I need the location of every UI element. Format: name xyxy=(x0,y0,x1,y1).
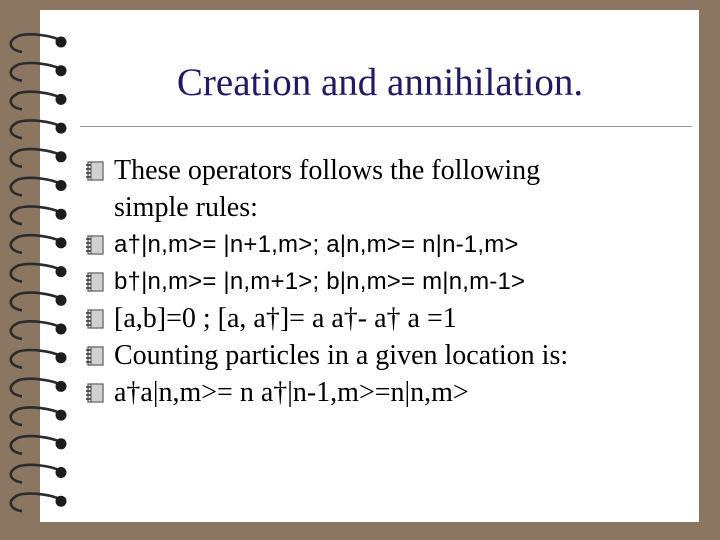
bullet-text: b†|n,m>= |n,m+1>; b|n,m>= m|n,m-1> xyxy=(114,268,526,295)
spiral-ring xyxy=(11,293,60,311)
binding-hole xyxy=(56,266,67,277)
spiral-ring xyxy=(11,34,60,52)
notebook-icon xyxy=(84,308,106,330)
binding-hole xyxy=(56,352,67,363)
spiral-ring xyxy=(11,465,60,483)
notebook-icon xyxy=(84,382,106,404)
notebook-icon xyxy=(84,234,106,256)
spiral-ring xyxy=(11,120,60,138)
spiral-ring xyxy=(11,149,60,167)
binding-hole xyxy=(56,237,67,248)
spiral-ring xyxy=(11,379,60,397)
spiral-ring xyxy=(11,178,60,196)
binding-hole xyxy=(56,381,67,392)
binding-hole xyxy=(56,295,67,306)
bullet-item xyxy=(84,300,694,337)
bullet-text: a†|n,m>= |n+1,m>; a|n,m>= n|n-1,m> xyxy=(114,231,519,258)
binding-hole xyxy=(56,410,67,421)
bullet-list xyxy=(84,152,694,411)
notebook-icon xyxy=(84,160,106,182)
bullet-text-continued: simple rules: xyxy=(114,192,258,223)
bullet-item xyxy=(84,374,694,411)
bullet-item xyxy=(84,152,694,226)
bullet-item xyxy=(84,263,694,300)
binding-hole xyxy=(56,37,67,48)
binding-hole xyxy=(56,151,67,162)
binding-hole xyxy=(56,467,67,478)
spiral-ring xyxy=(11,407,60,425)
notebook-icon xyxy=(84,271,106,293)
spiral-ring xyxy=(11,92,60,110)
bullet-text: [a,b]=0 ; [a, a†]= a a†- a† a =1 xyxy=(114,303,457,334)
bullet-text: These operators follows the following xyxy=(114,155,541,186)
binding-hole xyxy=(56,496,67,507)
spiral-ring xyxy=(11,235,60,253)
bullet-item xyxy=(84,226,694,263)
spiral-ring xyxy=(11,436,60,454)
spiral-ring xyxy=(11,350,60,368)
spiral-ring xyxy=(11,207,60,225)
bullet-text: a†a|n,m>= n a†|n-1,m>=n|n,m> xyxy=(114,377,469,408)
slide-title: Creation and annihilation. xyxy=(176,61,584,104)
notebook-icon xyxy=(84,345,106,367)
spiral-ring xyxy=(11,494,60,512)
spiral-ring xyxy=(11,264,60,282)
binding-hole xyxy=(56,123,67,134)
spiral-ring xyxy=(11,321,60,339)
bullet-item xyxy=(84,337,694,374)
bullet-text: Counting particles in a given location is: xyxy=(114,340,569,371)
binding-hole xyxy=(56,209,67,220)
binding-hole xyxy=(56,324,67,335)
spiral-ring xyxy=(11,63,60,81)
binding-hole xyxy=(56,438,67,449)
title-divider xyxy=(80,126,692,127)
binding-hole xyxy=(56,180,67,191)
